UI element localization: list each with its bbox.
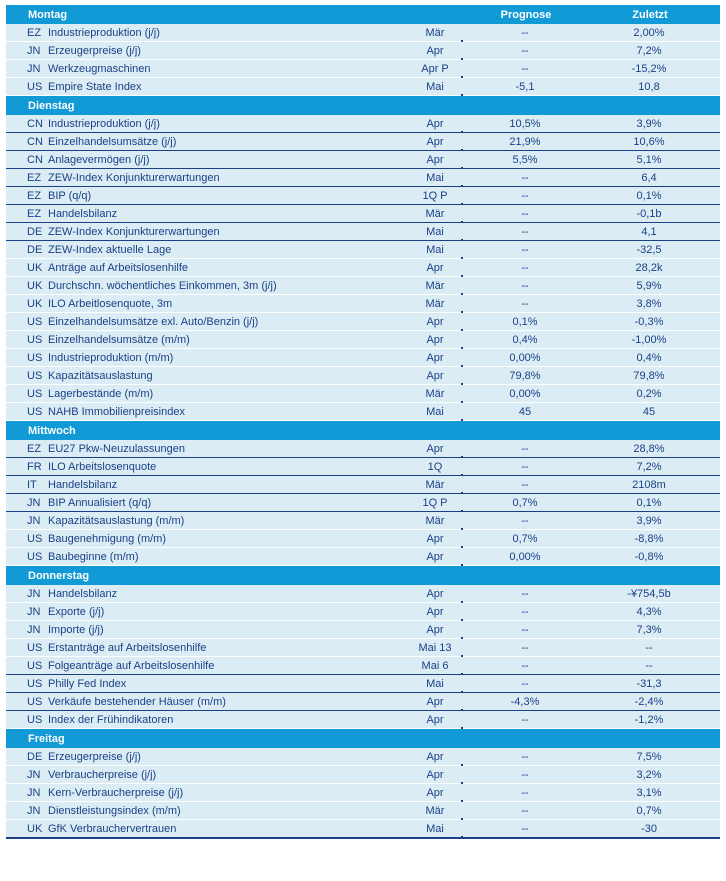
indicator-name-cell: BIP Annualisiert (q/q): [48, 496, 152, 509]
period-cell: Mai: [426, 80, 444, 93]
prognose-value-cell: 0,00%: [509, 351, 541, 364]
zuletzt-value-cell: 7,2%: [636, 460, 662, 473]
zuletzt-value-cell: 0,4%: [636, 351, 662, 364]
indicator-name-cell: GfK Verbrauchervertrauen: [48, 822, 177, 835]
period-cell: Mär: [425, 279, 445, 292]
economic-calendar-table: [6, 5, 720, 839]
country-code-cell: IT: [27, 478, 37, 491]
country-code-cell: US: [27, 695, 43, 708]
country-code-cell: EZ: [27, 189, 42, 202]
country-code-cell: US: [27, 387, 43, 400]
zuletzt-value-cell: --: [645, 641, 653, 654]
table-row: [6, 187, 720, 205]
table-row: [6, 60, 720, 78]
table-row: [6, 766, 720, 784]
indicator-name-cell: Kapazitätsauslastung: [48, 369, 153, 382]
zuletzt-value-cell: 79,8%: [633, 369, 665, 382]
table-row: [6, 476, 720, 494]
country-code-cell: EZ: [27, 207, 42, 220]
country-code-cell: UK: [27, 297, 43, 310]
country-code-cell: CN: [27, 153, 43, 166]
country-code-cell: JN: [27, 587, 41, 600]
zuletzt-column-header: Zuletzt: [632, 8, 668, 21]
prognose-value-cell: --: [521, 713, 529, 726]
table-row: [6, 169, 720, 187]
country-code-cell: FR: [27, 460, 42, 473]
indicator-name-cell: Handelsbilanz: [48, 587, 118, 600]
zuletzt-value-cell: --: [645, 659, 653, 672]
table-row: [6, 693, 720, 711]
zuletzt-value-cell: -30: [641, 822, 657, 835]
country-code-cell: JN: [27, 804, 41, 817]
table-row: [6, 241, 720, 259]
zuletzt-value-cell: -1,2%: [634, 713, 664, 726]
zuletzt-value-cell: 7,5%: [636, 750, 662, 763]
zuletzt-value-cell: 6,4: [641, 171, 657, 184]
indicator-name-cell: Erstanträge auf Arbeitslosenhilfe: [48, 641, 207, 654]
period-cell: 1Q P: [422, 496, 448, 509]
table-row: [6, 115, 720, 133]
prognose-value-cell: --: [521, 26, 529, 39]
indicator-name-cell: ZEW-Index aktuelle Lage: [48, 243, 172, 256]
country-code-cell: DE: [27, 243, 43, 256]
zuletzt-value-cell: 28,2k: [635, 261, 663, 274]
zuletzt-value-cell: -0,3%: [634, 315, 664, 328]
indicator-name-cell: Anlagevermögen (j/j): [48, 153, 150, 166]
zuletzt-value-cell: 3,9%: [636, 117, 662, 130]
period-cell: Mai: [426, 405, 444, 418]
zuletzt-value-cell: 5,1%: [636, 153, 662, 166]
zuletzt-value-cell: 7,2%: [636, 44, 662, 57]
period-cell: Mär: [425, 207, 445, 220]
country-code-cell: JN: [27, 768, 41, 781]
period-cell: Mai 6: [421, 659, 449, 672]
indicator-name-cell: Index der Frühindikatoren: [48, 713, 174, 726]
country-code-cell: CN: [27, 135, 43, 148]
period-cell: Apr: [426, 713, 444, 726]
zuletzt-value-cell: -15,2%: [631, 62, 667, 75]
country-code-cell: US: [27, 351, 43, 364]
table-row: [6, 367, 720, 385]
prognose-value-cell: 0,4%: [512, 333, 538, 346]
period-cell: 1Q P: [422, 189, 448, 202]
period-cell: Apr: [426, 768, 444, 781]
country-code-cell: EZ: [27, 26, 42, 39]
country-code-cell: US: [27, 659, 43, 672]
table-row: [6, 512, 720, 530]
prognose-value-cell: --: [521, 641, 529, 654]
prognose-value-cell: --: [521, 768, 529, 781]
zuletzt-value-cell: 2,00%: [633, 26, 665, 39]
period-cell: Mai 13: [418, 641, 452, 654]
table-row: [6, 494, 720, 512]
prognose-value-cell: --: [521, 279, 529, 292]
day-label: Dienstag: [28, 99, 75, 112]
table-row: [6, 313, 720, 331]
country-code-cell: US: [27, 315, 43, 328]
zuletzt-value-cell: 10,8: [638, 80, 660, 93]
table-row: [6, 259, 720, 277]
prognose-value-cell: --: [521, 62, 529, 75]
period-cell: Apr P: [421, 62, 449, 75]
period-cell: Apr: [426, 786, 444, 799]
prognose-value-cell: 0,7%: [512, 496, 538, 509]
table-row: [6, 385, 720, 403]
table-row: [6, 711, 720, 729]
prognose-value-cell: --: [521, 786, 529, 799]
indicator-name-cell: Kapazitätsauslastung (m/m): [48, 514, 185, 527]
period-cell: Mär: [425, 478, 445, 491]
period-cell: Apr: [426, 135, 444, 148]
table-row: [6, 24, 720, 42]
prognose-value-cell: 45: [518, 405, 532, 418]
indicator-name-cell: Verbraucherpreise (j/j): [48, 768, 157, 781]
zuletzt-value-cell: 0,1%: [636, 189, 662, 202]
prognose-value-cell: -4,3%: [510, 695, 540, 708]
zuletzt-value-cell: 7,3%: [636, 623, 662, 636]
prognose-value-cell: --: [521, 44, 529, 57]
indicator-name-cell: ILO Arbeitlosenquote, 3m: [48, 297, 173, 310]
table-row: [6, 603, 720, 621]
prognose-value-cell: --: [521, 605, 529, 618]
country-code-cell: CN: [27, 117, 43, 130]
prognose-value-cell: --: [521, 243, 529, 256]
country-code-cell: UK: [27, 822, 43, 835]
table-row: [6, 802, 720, 820]
table-row: [6, 784, 720, 802]
prognose-value-cell: --: [521, 478, 529, 491]
prognose-column-header: Prognose: [500, 8, 552, 21]
table-row: [6, 277, 720, 295]
country-code-cell: US: [27, 405, 43, 418]
table-row: [6, 223, 720, 241]
day-label: Freitag: [28, 732, 65, 745]
period-cell: Mär: [425, 514, 445, 527]
country-code-cell: JN: [27, 62, 41, 75]
day-label: Donnerstag: [28, 569, 90, 582]
table-row: [6, 295, 720, 313]
indicator-name-cell: Werkzeugmaschinen: [48, 62, 151, 75]
period-cell: Apr: [426, 369, 444, 382]
indicator-name-cell: Erzeugerpreise (j/j): [48, 44, 141, 57]
zuletzt-value-cell: 28,8%: [633, 442, 665, 455]
indicator-name-cell: NAHB Immobilienpreisindex: [48, 405, 185, 418]
table-row: [6, 78, 720, 96]
indicator-name-cell: ZEW-Index Konjunkturerwartungen: [48, 225, 220, 238]
indicator-name-cell: Empire State Index: [48, 80, 142, 93]
day-header-montag: [6, 5, 720, 24]
indicator-name-cell: Einzelhandelsumsätze exl. Auto/Benzin (j/j): [48, 315, 259, 328]
indicator-name-cell: Industrieproduktion (j/j): [48, 26, 160, 39]
prognose-value-cell: --: [521, 442, 529, 455]
country-code-cell: US: [27, 333, 43, 346]
period-cell: Mai: [426, 225, 444, 238]
period-cell: Apr: [426, 315, 444, 328]
country-code-cell: UK: [27, 279, 43, 292]
indicator-name-cell: Baugenehmigung (m/m): [48, 532, 167, 545]
prognose-value-cell: --: [521, 587, 529, 600]
period-cell: Apr: [426, 117, 444, 130]
table-row: [6, 621, 720, 639]
zuletzt-value-cell: -32,5: [636, 243, 662, 256]
country-code-cell: US: [27, 641, 43, 654]
table-row: [6, 349, 720, 367]
indicator-name-cell: Handelsbilanz: [48, 478, 118, 491]
country-code-cell: JN: [27, 605, 41, 618]
zuletzt-value-cell: 4,3%: [636, 605, 662, 618]
prognose-value-cell: --: [521, 460, 529, 473]
indicator-name-cell: ILO Arbeitslosenquote: [48, 460, 157, 473]
period-cell: Apr: [426, 44, 444, 57]
period-cell: Mai: [426, 822, 444, 835]
prognose-value-cell: 0,7%: [512, 532, 538, 545]
prognose-value-cell: --: [521, 261, 529, 274]
zuletzt-value-cell: 2108m: [632, 478, 666, 491]
country-code-cell: JN: [27, 44, 41, 57]
table-row: [6, 331, 720, 349]
prognose-value-cell: 79,8%: [509, 369, 541, 382]
country-code-cell: US: [27, 80, 43, 93]
zuletzt-value-cell: 45: [642, 405, 656, 418]
prognose-value-cell: --: [521, 822, 529, 835]
zuletzt-value-cell: 0,2%: [636, 387, 662, 400]
zuletzt-value-cell: 5,9%: [636, 279, 662, 292]
table-row: [6, 151, 720, 169]
indicator-name-cell: Importe (j/j): [48, 623, 104, 636]
country-code-cell: US: [27, 532, 43, 545]
prognose-value-cell: --: [521, 225, 529, 238]
zuletzt-value-cell: -1,00%: [631, 333, 667, 346]
zuletzt-value-cell: 3,9%: [636, 514, 662, 527]
zuletzt-value-cell: -0,1b: [636, 207, 662, 220]
country-code-cell: DE: [27, 225, 43, 238]
table-row: [6, 820, 720, 838]
country-code-cell: JN: [27, 496, 41, 509]
indicator-name-cell: Kern-Verbraucherpreise (j/j): [48, 786, 184, 799]
period-cell: Apr: [426, 442, 444, 455]
period-cell: Apr: [426, 587, 444, 600]
zuletzt-value-cell: -8,8%: [634, 532, 664, 545]
zuletzt-value-cell: -¥754,5b: [627, 587, 671, 600]
country-code-cell: EZ: [27, 442, 42, 455]
table-row: [6, 440, 720, 458]
country-code-cell: US: [27, 369, 43, 382]
indicator-name-cell: Erzeugerpreise (j/j): [48, 750, 141, 763]
indicator-name-cell: Verkäufe bestehender Häuser (m/m): [48, 695, 226, 708]
prognose-value-cell: 21,9%: [509, 135, 541, 148]
country-code-cell: JN: [27, 514, 41, 527]
table-row: [6, 639, 720, 657]
indicator-name-cell: Exporte (j/j): [48, 605, 105, 618]
period-cell: Apr: [426, 351, 444, 364]
period-cell: Apr: [426, 750, 444, 763]
period-cell: Apr: [426, 623, 444, 636]
day-label: Mittwoch: [28, 424, 76, 437]
day-header-mittwoch: [6, 421, 720, 440]
indicator-name-cell: Industrieproduktion (j/j): [48, 117, 160, 130]
indicator-name-cell: ZEW-Index Konjunkturerwartungen: [48, 171, 220, 184]
prognose-value-cell: --: [521, 189, 529, 202]
indicator-name-cell: Einzelhandelsumsätze (m/m): [48, 333, 190, 346]
indicator-name-cell: Philly Fed Index: [48, 677, 127, 690]
prognose-value-cell: --: [521, 171, 529, 184]
period-cell: Mär: [425, 26, 445, 39]
period-cell: Apr: [426, 695, 444, 708]
table-row: [6, 403, 720, 421]
table-row: [6, 530, 720, 548]
zuletzt-value-cell: 4,1: [641, 225, 657, 238]
table-row: [6, 458, 720, 476]
period-cell: Apr: [426, 605, 444, 618]
indicator-name-cell: Lagerbestände (m/m): [48, 387, 154, 400]
day-header-freitag: [6, 729, 720, 748]
zuletzt-value-cell: 0,7%: [636, 804, 662, 817]
prognose-value-cell: 0,1%: [512, 315, 538, 328]
zuletzt-value-cell: 0,1%: [636, 496, 662, 509]
country-code-cell: US: [27, 677, 43, 690]
prognose-value-cell: --: [521, 207, 529, 220]
day-header-donnerstag: [6, 566, 720, 585]
country-code-cell: EZ: [27, 171, 42, 184]
prognose-value-cell: --: [521, 750, 529, 763]
country-code-cell: DE: [27, 750, 43, 763]
indicator-name-cell: Einzelhandelsumsätze (j/j): [48, 135, 177, 148]
table-row: [6, 42, 720, 60]
prognose-value-cell: 0,00%: [509, 550, 541, 563]
table-row: [6, 657, 720, 675]
zuletzt-value-cell: 3,1%: [636, 786, 662, 799]
period-cell: Apr: [426, 153, 444, 166]
indicator-name-cell: Baubeginne (m/m): [48, 550, 139, 563]
period-cell: Mär: [425, 297, 445, 310]
prognose-value-cell: 5,5%: [512, 153, 538, 166]
day-label: Montag: [28, 8, 68, 21]
prognose-value-cell: --: [521, 659, 529, 672]
period-cell: Apr: [426, 532, 444, 545]
day-header-dienstag: [6, 96, 720, 115]
indicator-name-cell: Industrieproduktion (m/m): [48, 351, 174, 364]
period-cell: Apr: [426, 261, 444, 274]
zuletzt-value-cell: 10,6%: [633, 135, 665, 148]
indicator-name-cell: BIP (q/q): [48, 189, 92, 202]
prognose-value-cell: --: [521, 677, 529, 690]
indicator-name-cell: EU27 Pkw-Neuzulassungen: [48, 442, 185, 455]
table-row: [6, 585, 720, 603]
table-row: [6, 675, 720, 693]
zuletzt-value-cell: 3,2%: [636, 768, 662, 781]
prognose-value-cell: 10,5%: [509, 117, 541, 130]
prognose-value-cell: --: [521, 514, 529, 527]
prognose-value-cell: --: [521, 623, 529, 636]
table-row: [6, 133, 720, 151]
prognose-value-cell: 0,00%: [509, 387, 541, 400]
country-code-cell: JN: [27, 786, 41, 799]
table-row: [6, 748, 720, 766]
period-cell: Mai: [426, 677, 444, 690]
period-cell: Apr: [426, 333, 444, 346]
zuletzt-value-cell: -0,8%: [634, 550, 664, 563]
table-row: [6, 205, 720, 223]
period-cell: Mär: [425, 804, 445, 817]
indicator-name-cell: Durchschn. wöchentliches Einkommen, 3m (j/j): [48, 279, 277, 292]
table-row: [6, 548, 720, 566]
country-code-cell: US: [27, 550, 43, 563]
prognose-value-cell: --: [521, 804, 529, 817]
zuletzt-value-cell: -31,3: [636, 677, 662, 690]
zuletzt-value-cell: 3,8%: [636, 297, 662, 310]
period-cell: Mai: [426, 243, 444, 256]
period-cell: Mär: [425, 387, 445, 400]
prognose-value-cell: --: [521, 297, 529, 310]
period-cell: 1Q: [427, 460, 443, 473]
indicator-name-cell: Folgeanträge auf Arbeitslosenhilfe: [48, 659, 215, 672]
prognose-value-cell: -5,1: [515, 80, 535, 93]
country-code-cell: UK: [27, 261, 43, 274]
indicator-name-cell: Anträge auf Arbeitslosenhilfe: [48, 261, 189, 274]
zuletzt-value-cell: -2,4%: [634, 695, 664, 708]
indicator-name-cell: Dienstleistungsindex (m/m): [48, 804, 181, 817]
indicator-name-cell: Handelsbilanz: [48, 207, 118, 220]
period-cell: Apr: [426, 550, 444, 563]
country-code-cell: US: [27, 713, 43, 726]
country-code-cell: JN: [27, 623, 41, 636]
period-cell: Mai: [426, 171, 444, 184]
